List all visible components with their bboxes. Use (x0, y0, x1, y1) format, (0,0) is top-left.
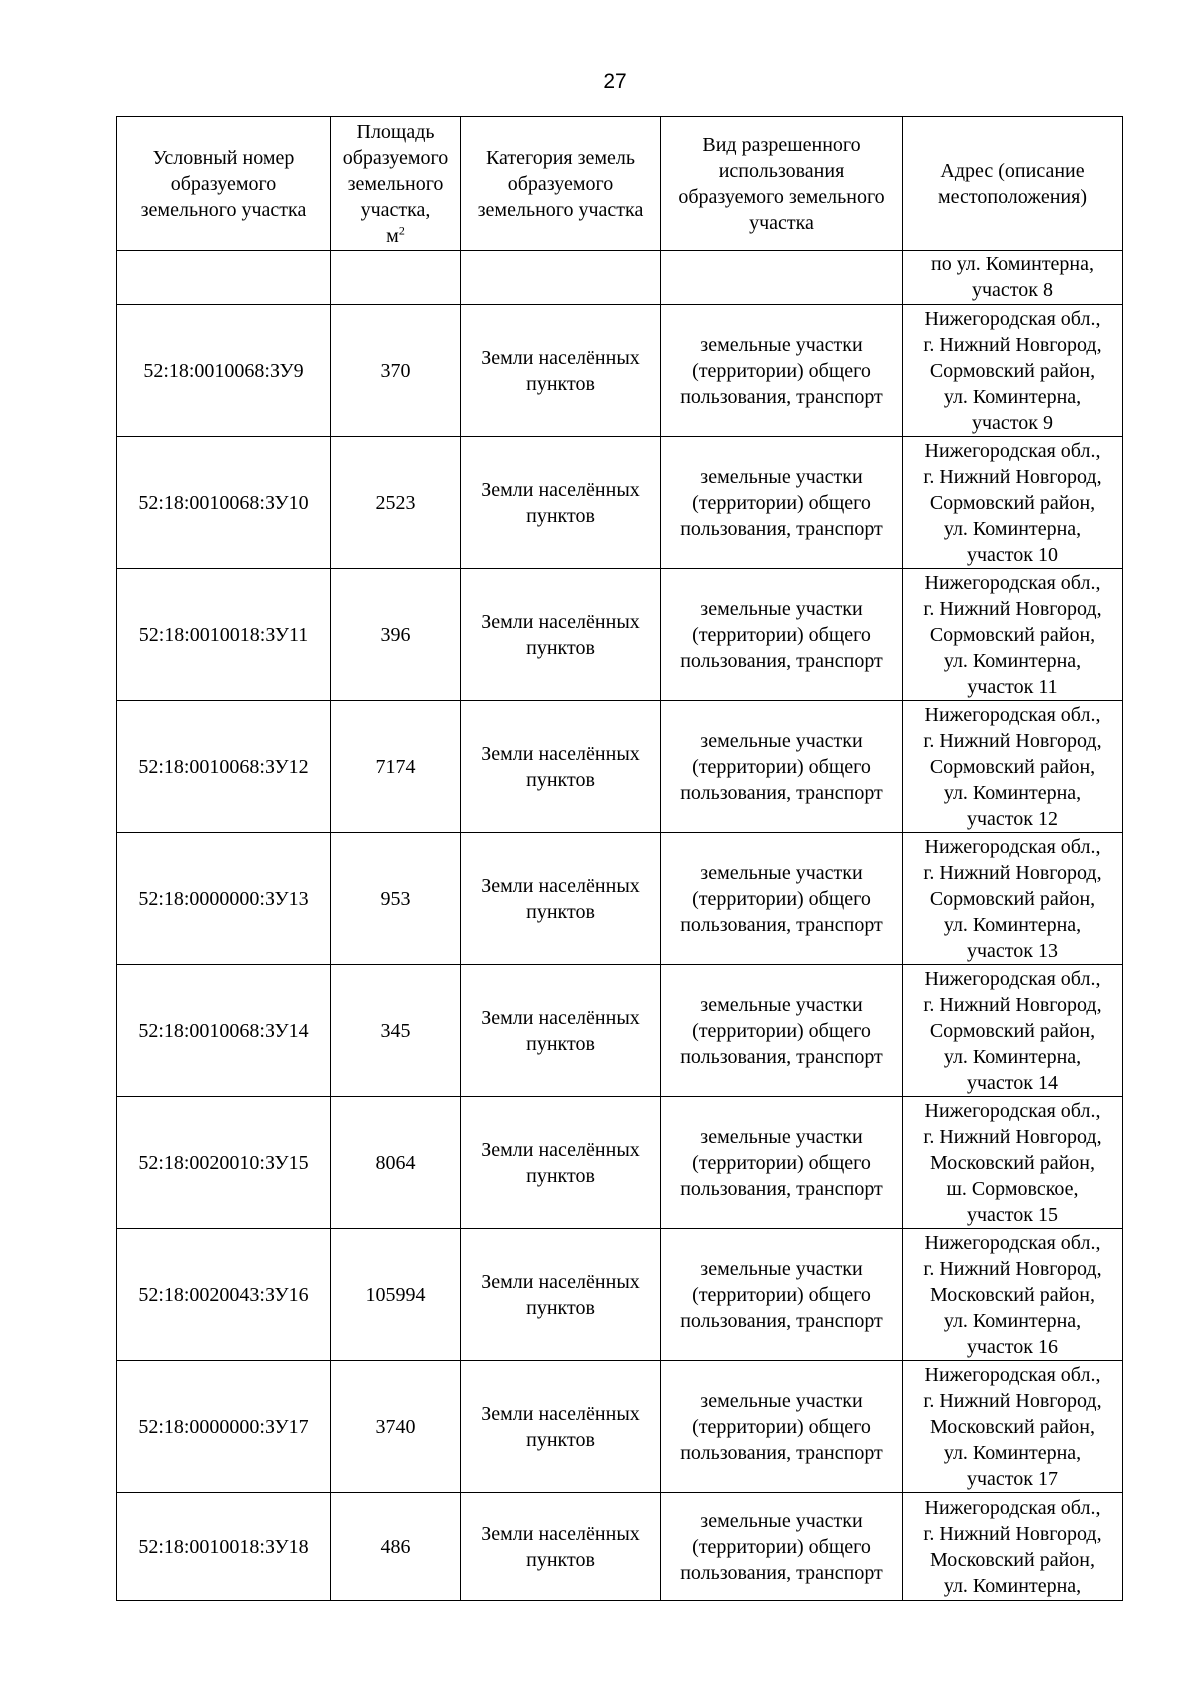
plot-number-cell: 52:18:0010018:ЗУ11 (117, 569, 331, 701)
category-cell: Земли населённых пунктов (461, 1361, 661, 1493)
category-cell: Земли населённых пунктов (461, 833, 661, 965)
table-row (117, 833, 1123, 965)
table-cell (117, 251, 331, 305)
table-row (117, 437, 1123, 569)
permitted-use-cell: земельные участки (территории) общего пользования, транспорт (661, 965, 903, 1097)
area-cell: 486 (331, 1493, 461, 1601)
permitted-use-cell: земельные участки (территории) общего пользования, транспорт (661, 437, 903, 569)
table-row (117, 1229, 1123, 1361)
permitted-use-cell: земельные участки (территории) общего пользования, транспорт (661, 1361, 903, 1493)
address-cell: Нижегородская обл., г. Нижний Новгород, Сормовский район, ул. Коминтерна, участок 13 (903, 833, 1123, 965)
table-row (117, 1493, 1123, 1601)
table-row (117, 1097, 1123, 1229)
address-cell: Нижегородская обл., г. Нижний Новгород, Московский район, ул. Коминтерна, участок 16 (903, 1229, 1123, 1361)
permitted-use-cell: земельные участки (территории) общего пользования, транспорт (661, 305, 903, 437)
land-plots-table (116, 116, 1123, 1601)
header-use: Вид разрешенного использования образуемого земельного участка (661, 117, 903, 251)
category-cell: Земли населённых пунктов (461, 437, 661, 569)
area-cell: 2523 (331, 437, 461, 569)
permitted-use-cell: земельные участки (территории) общего пользования, транспорт (661, 701, 903, 833)
area-cell: 7174 (331, 701, 461, 833)
address-cell: Нижегородская обл., г. Нижний Новгород, Московский район, ш. Сормовское, участок 15 (903, 1097, 1123, 1229)
table-row (117, 569, 1123, 701)
table-cell (461, 251, 661, 305)
address-cell: Нижегородская обл., г. Нижний Новгород, Сормовский район, ул. Коминтерна, участок 11 (903, 569, 1123, 701)
continuation-row (117, 251, 1123, 305)
permitted-use-cell: земельные участки (территории) общего пользования, транспорт (661, 569, 903, 701)
plot-number-cell: 52:18:0020043:ЗУ16 (117, 1229, 331, 1361)
area-cell: 396 (331, 569, 461, 701)
table-row (117, 1361, 1123, 1493)
header-area: Площадь образуемого земельного участка, $м^2$ (331, 117, 461, 251)
permitted-use-cell: земельные участки (территории) общего пользования, транспорт (661, 1097, 903, 1229)
table-header-row (117, 117, 1123, 251)
area-cell: 370 (331, 305, 461, 437)
table-cell (331, 251, 461, 305)
plot-number-cell: 52:18:0010068:ЗУ14 (117, 965, 331, 1097)
area-cell: 105994 (331, 1229, 461, 1361)
address-cell: Нижегородская обл., г. Нижний Новгород, Сормовский район, ул. Коминтерна, участок 12 (903, 701, 1123, 833)
plot-number-cell: 52:18:0020010:ЗУ15 (117, 1097, 331, 1229)
area-cell: 3740 (331, 1361, 461, 1493)
table-row (117, 305, 1123, 437)
category-cell: Земли населённых пунктов (461, 1229, 661, 1361)
address-cell: Нижегородская обл., г. Нижний Новгород, Сормовский район, ул. Коминтерна, участок 14 (903, 965, 1123, 1097)
plot-number-cell: 52:18:0010068:ЗУ10 (117, 437, 331, 569)
address-cell: Нижегородская обл., г. Нижний Новгород, Сормовский район, ул. Коминтерна, участок 10 (903, 437, 1123, 569)
header-address: Адрес (описание местоположения) (903, 117, 1123, 251)
area-cell: 8064 (331, 1097, 461, 1229)
header-area-unit: $м^2$ (386, 222, 405, 247)
permitted-use-cell: земельные участки (территории) общего пользования, транспорт (661, 1229, 903, 1361)
category-cell: Земли населённых пунктов (461, 305, 661, 437)
category-cell: Земли населённых пунктов (461, 701, 661, 833)
category-cell: Земли населённых пунктов (461, 965, 661, 1097)
area-cell: 345 (331, 965, 461, 1097)
table-cell (661, 251, 903, 305)
table-row (117, 701, 1123, 833)
category-cell: Земли населённых пунктов (461, 569, 661, 701)
plot-number-cell: 52:18:0010068:ЗУ9 (117, 305, 331, 437)
area-cell: 953 (331, 833, 461, 965)
header-category: Категория земель образуемого земельного участка (461, 117, 661, 251)
plot-number-cell: 52:18:0000000:ЗУ13 (117, 833, 331, 965)
address-cell: Нижегородская обл., г. Нижний Новгород, Московский район, ул. Коминтерна, участок 17 (903, 1361, 1123, 1493)
category-cell: Земли населённых пунктов (461, 1493, 661, 1601)
header-number: Условный номер образуемого земельного участка (117, 117, 331, 251)
address-cell: Нижегородская обл., г. Нижний Новгород, Сормовский район, ул. Коминтерна, участок 9 (903, 305, 1123, 437)
page-number: 27 (603, 70, 627, 93)
table-row (117, 965, 1123, 1097)
address-cell: по ул. Коминтерна, участок 8 (903, 251, 1123, 305)
category-cell: Земли населённых пунктов (461, 1097, 661, 1229)
permitted-use-cell: земельные участки (территории) общего пользования, транспорт (661, 833, 903, 965)
plot-number-cell: 52:18:0010068:ЗУ12 (117, 701, 331, 833)
plot-number-cell: 52:18:0010018:ЗУ18 (117, 1493, 331, 1601)
address-cell: Нижегородская обл., г. Нижний Новгород, Московский район, ул. Коминтерна, (903, 1493, 1123, 1601)
plot-number-cell: 52:18:0000000:ЗУ17 (117, 1361, 331, 1493)
permitted-use-cell: земельные участки (территории) общего пользования, транспорт (661, 1493, 903, 1601)
